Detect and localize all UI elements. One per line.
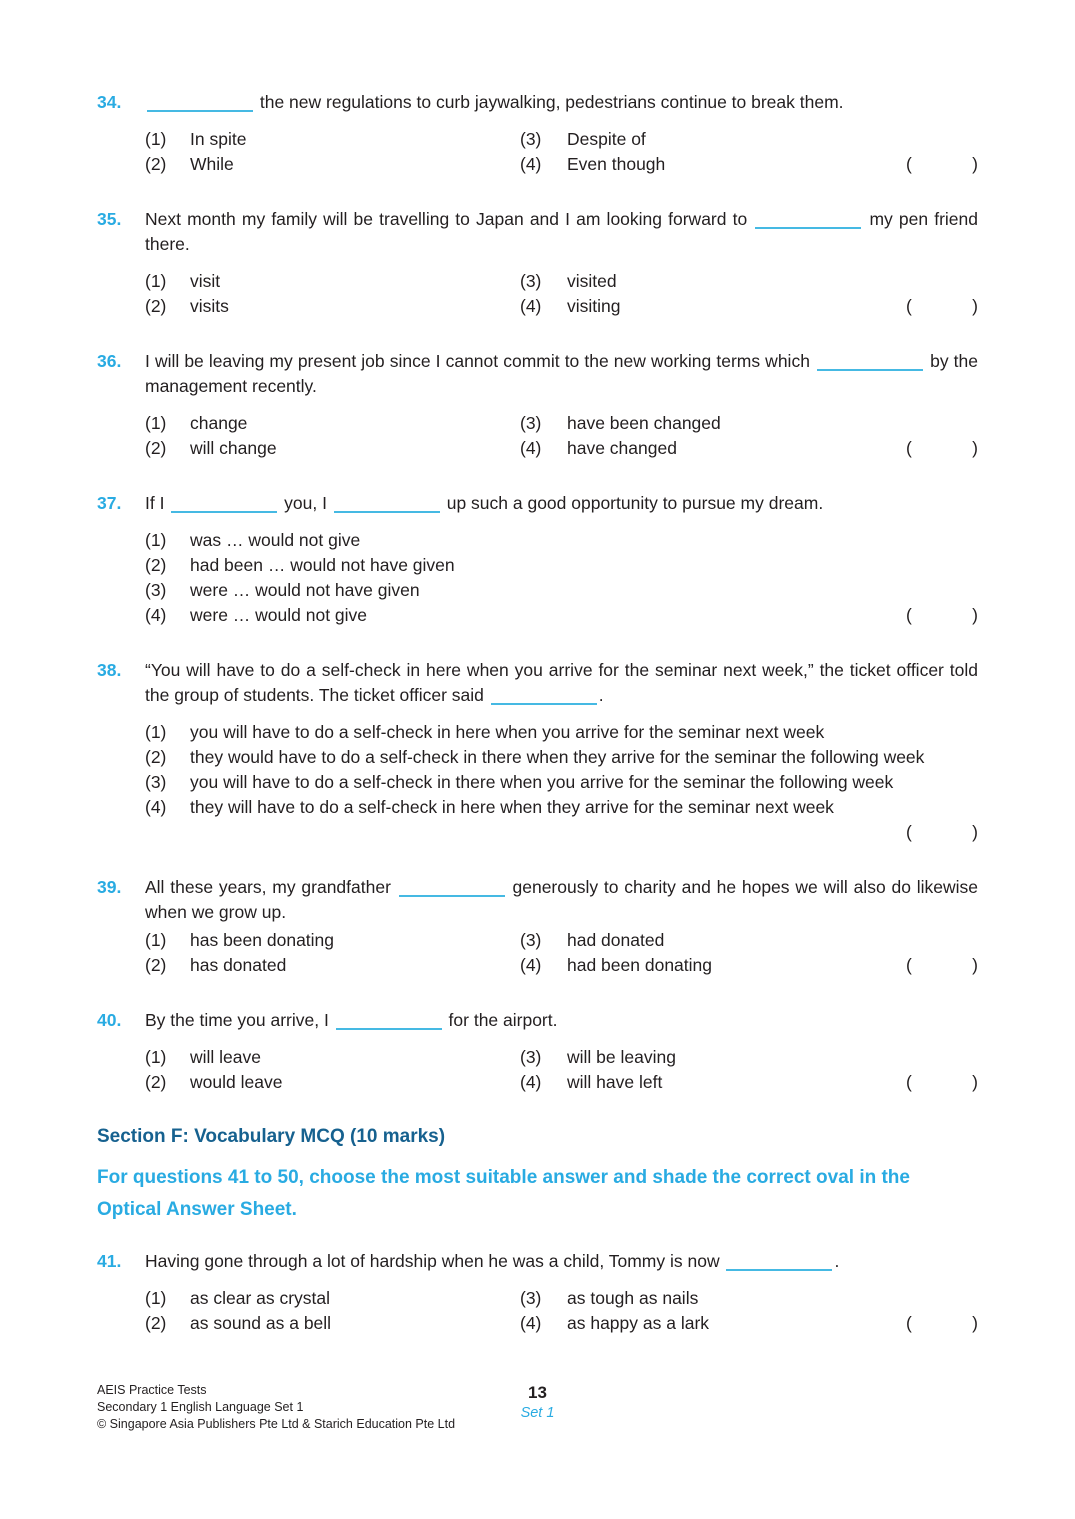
option-label: (2) bbox=[145, 154, 167, 174]
option-text: you will have to do a self-check in here when you arrive for the seminar next week bbox=[190, 722, 825, 742]
option-text: were … would not give bbox=[190, 605, 368, 625]
option-label: (2) bbox=[145, 1313, 167, 1333]
option-label: (4) bbox=[520, 1072, 542, 1092]
option-text: Even though bbox=[567, 154, 666, 174]
options-area bbox=[145, 411, 978, 461]
section-instruction: For questions 41 to 50, choose the most suitable answer and shade the correct oval in the Optical Answer Sheet. bbox=[97, 1167, 910, 1220]
bracket-close: ) bbox=[972, 955, 978, 975]
option-text: has been donating bbox=[190, 930, 335, 950]
question-number: 34. bbox=[97, 92, 122, 112]
question-stem bbox=[145, 491, 978, 516]
section-title: Section F: Vocabulary MCQ (10 marks) bbox=[97, 1126, 446, 1147]
question-number: 36. bbox=[97, 351, 122, 371]
answer-brackets bbox=[906, 1070, 978, 1095]
option-label: (1) bbox=[145, 413, 167, 433]
option-text: visits bbox=[190, 296, 229, 316]
answer-blank-line bbox=[817, 369, 923, 371]
answer-brackets bbox=[906, 294, 978, 319]
option-label: (1) bbox=[145, 271, 167, 291]
option-row bbox=[145, 745, 978, 770]
question-37 bbox=[97, 491, 978, 628]
option-text: as tough as nails bbox=[567, 1288, 699, 1308]
question-stem bbox=[145, 1008, 978, 1033]
question-34 bbox=[97, 90, 978, 177]
question-body bbox=[145, 491, 978, 628]
question-number: 39. bbox=[97, 877, 122, 897]
answer-blank-line bbox=[334, 511, 440, 513]
bracket-close: ) bbox=[972, 1313, 978, 1333]
page-number: 13 bbox=[528, 1383, 547, 1402]
answer-blank-line bbox=[399, 895, 505, 897]
page-footer bbox=[97, 1382, 978, 1433]
bracket-open: ( bbox=[906, 605, 912, 625]
question-number: 37. bbox=[97, 493, 122, 513]
question-stem-text: All these years, my grandfather bbox=[145, 877, 397, 897]
bracket-open: ( bbox=[906, 822, 912, 842]
answer-blank-line bbox=[491, 703, 597, 705]
question-stem-text: my pen friend there. bbox=[145, 209, 978, 254]
option-label: (3) bbox=[520, 271, 542, 291]
option-text: have been changed bbox=[567, 413, 721, 433]
question-36 bbox=[97, 349, 978, 461]
option-text: as sound as a bell bbox=[190, 1313, 332, 1333]
question-stem-text: If I bbox=[145, 493, 170, 513]
question-39 bbox=[97, 875, 978, 978]
question-35 bbox=[97, 207, 978, 319]
question-number: 41. bbox=[97, 1251, 122, 1271]
answer-blank-line bbox=[755, 227, 861, 229]
question-stem-text: the new regulations to curb jaywalking, pedestrians continue to break them. bbox=[255, 92, 844, 112]
question-stem-text: . bbox=[598, 685, 604, 705]
question-body bbox=[145, 1008, 978, 1095]
question-body bbox=[145, 1249, 978, 1336]
question-stem-text: By the time you arrive, I bbox=[145, 1010, 334, 1030]
option-text: you will have to do a self-check in there when you arrive for the seminar the following week bbox=[190, 772, 894, 792]
vocabulary-question-list bbox=[97, 1249, 978, 1336]
set-label: Set 1 bbox=[520, 1405, 555, 1421]
option-label: (4) bbox=[520, 1313, 542, 1333]
bracket-close: ) bbox=[972, 605, 978, 625]
option-text: change bbox=[190, 413, 248, 433]
option-text: visited bbox=[567, 271, 617, 291]
option-text: has donated bbox=[190, 955, 287, 975]
option-label: (1) bbox=[145, 1047, 167, 1067]
option-label: (1) bbox=[145, 530, 167, 550]
question-body bbox=[145, 207, 978, 319]
answer-brackets bbox=[906, 603, 978, 628]
bracket-close: ) bbox=[972, 296, 978, 316]
answer-bracket-row bbox=[145, 820, 978, 845]
question-38 bbox=[97, 658, 978, 845]
option-row bbox=[145, 770, 978, 795]
question-stem-text: generously to charity and he hopes we will also do likewise when we grow up. bbox=[145, 877, 978, 922]
options-area bbox=[145, 269, 978, 319]
option-text: had been … would not have given bbox=[190, 555, 455, 575]
option-label: (1) bbox=[145, 129, 167, 149]
option-row bbox=[145, 720, 978, 745]
option-label: (2) bbox=[145, 747, 167, 767]
bracket-open: ( bbox=[906, 1313, 912, 1333]
option-text: would leave bbox=[190, 1072, 283, 1092]
option-label: (4) bbox=[145, 605, 167, 625]
bracket-open: ( bbox=[906, 154, 912, 174]
option-label: (1) bbox=[145, 1288, 167, 1308]
options-area bbox=[145, 928, 978, 978]
answer-brackets bbox=[906, 436, 978, 461]
option-text: had been donating bbox=[567, 955, 712, 975]
question-stem bbox=[145, 207, 978, 257]
option-row bbox=[145, 603, 978, 628]
question-body bbox=[145, 90, 978, 177]
option-text: visit bbox=[190, 271, 221, 291]
question-stem bbox=[145, 349, 978, 399]
question-body bbox=[145, 349, 978, 461]
answer-brackets bbox=[906, 953, 978, 978]
question-number: 38. bbox=[97, 660, 122, 680]
option-text: will be leaving bbox=[567, 1047, 676, 1067]
question-number: 35. bbox=[97, 209, 122, 229]
option-label: (2) bbox=[145, 438, 167, 458]
option-row bbox=[145, 795, 978, 820]
question-stem-text: you, I bbox=[279, 493, 332, 513]
option-label: (3) bbox=[520, 1047, 542, 1067]
question-body bbox=[145, 658, 978, 845]
question-stem bbox=[145, 875, 978, 925]
option-text: they would have to do a self-check in there when they arrive for the seminar the following week bbox=[190, 747, 925, 767]
question-number: 40. bbox=[97, 1010, 122, 1030]
footer-series-title: AEIS Practice Tests bbox=[97, 1383, 207, 1397]
option-text: was … would not give bbox=[190, 530, 361, 550]
option-text: have changed bbox=[567, 438, 677, 458]
option-row bbox=[145, 528, 978, 553]
answer-brackets bbox=[906, 152, 978, 177]
question-body bbox=[145, 875, 978, 978]
question-stem bbox=[145, 658, 978, 708]
question-stem-text: Next month my family will be travelling to Japan and I am looking forward to bbox=[145, 209, 754, 229]
option-label: (2) bbox=[145, 955, 167, 975]
option-label: (4) bbox=[520, 438, 542, 458]
bracket-close: ) bbox=[972, 822, 978, 842]
option-text: they will have to do a self-check in here when they arrive for the seminar next week bbox=[190, 797, 834, 817]
bracket-close: ) bbox=[972, 154, 978, 174]
options-area bbox=[145, 720, 978, 820]
answer-blank-line bbox=[147, 110, 253, 112]
bracket-open: ( bbox=[906, 955, 912, 975]
options-area bbox=[145, 528, 978, 628]
bracket-open: ( bbox=[906, 296, 912, 316]
option-row bbox=[145, 578, 978, 603]
question-stem-text: by the management recently. bbox=[145, 351, 978, 396]
option-text: Despite of bbox=[567, 129, 646, 149]
option-label: (4) bbox=[520, 296, 542, 316]
bracket-open: ( bbox=[906, 438, 912, 458]
question-stem bbox=[145, 1249, 978, 1274]
bracket-open: ( bbox=[906, 1072, 912, 1092]
option-text: will have left bbox=[567, 1072, 663, 1092]
question-stem bbox=[145, 90, 978, 115]
footer-book-title: Secondary 1 English Language Set 1 bbox=[97, 1400, 304, 1414]
option-text: were … would not have given bbox=[190, 580, 420, 600]
footer-page-block bbox=[521, 1383, 555, 1423]
question-stem-text: I will be leaving my present job since I cannot commit to the new working terms which bbox=[145, 351, 816, 371]
options-area bbox=[145, 1286, 978, 1336]
question-stem-text: . bbox=[834, 1251, 840, 1271]
option-row bbox=[145, 553, 978, 578]
footer-copyright: © Singapore Asia Publishers Pte Ltd & Starich Education Pte Ltd bbox=[97, 1417, 456, 1431]
answer-brackets bbox=[906, 1311, 978, 1336]
option-label: (1) bbox=[145, 930, 167, 950]
option-text: visiting bbox=[567, 296, 621, 316]
option-label: (4) bbox=[145, 797, 167, 817]
option-text: While bbox=[190, 154, 234, 174]
option-label: (3) bbox=[520, 129, 542, 149]
option-label: (4) bbox=[520, 154, 542, 174]
option-label: (1) bbox=[145, 722, 167, 742]
answer-blank-line bbox=[726, 1269, 832, 1271]
answer-brackets bbox=[906, 820, 978, 845]
bracket-close: ) bbox=[972, 438, 978, 458]
question-stem-text: for the airport. bbox=[443, 1010, 558, 1030]
option-text: as happy as a lark bbox=[567, 1313, 710, 1333]
option-label: (4) bbox=[520, 955, 542, 975]
option-label: (3) bbox=[520, 930, 542, 950]
option-label: (2) bbox=[145, 296, 167, 316]
answer-blank-line bbox=[336, 1028, 442, 1030]
option-label: (3) bbox=[520, 1288, 542, 1308]
option-text: will leave bbox=[190, 1047, 261, 1067]
option-label: (3) bbox=[520, 413, 542, 433]
option-text: In spite bbox=[190, 129, 247, 149]
option-text: as clear as crystal bbox=[190, 1288, 331, 1308]
grammar-question-list bbox=[97, 90, 978, 1095]
option-label: (2) bbox=[145, 1072, 167, 1092]
options-area bbox=[145, 1045, 978, 1095]
option-label: (2) bbox=[145, 555, 167, 575]
question-stem-text: “You will have to do a self-check in here when you arrive for the seminar next week,” the ticket officer told the group of students. The ticket officer said bbox=[145, 660, 978, 705]
bracket-close: ) bbox=[972, 1072, 978, 1092]
option-text: will change bbox=[190, 438, 277, 458]
answer-blank-line bbox=[171, 511, 277, 513]
question-40 bbox=[97, 1008, 978, 1095]
option-label: (3) bbox=[145, 772, 167, 792]
question-41 bbox=[97, 1249, 978, 1336]
question-stem-text: Having gone through a lot of hardship when he was a child, Tommy is now bbox=[145, 1251, 725, 1271]
option-text: had donated bbox=[567, 930, 665, 950]
question-stem-text: up such a good opportunity to pursue my dream. bbox=[441, 493, 824, 513]
option-label: (3) bbox=[145, 580, 167, 600]
options-area bbox=[145, 127, 978, 177]
section-f-block bbox=[97, 1125, 978, 1226]
